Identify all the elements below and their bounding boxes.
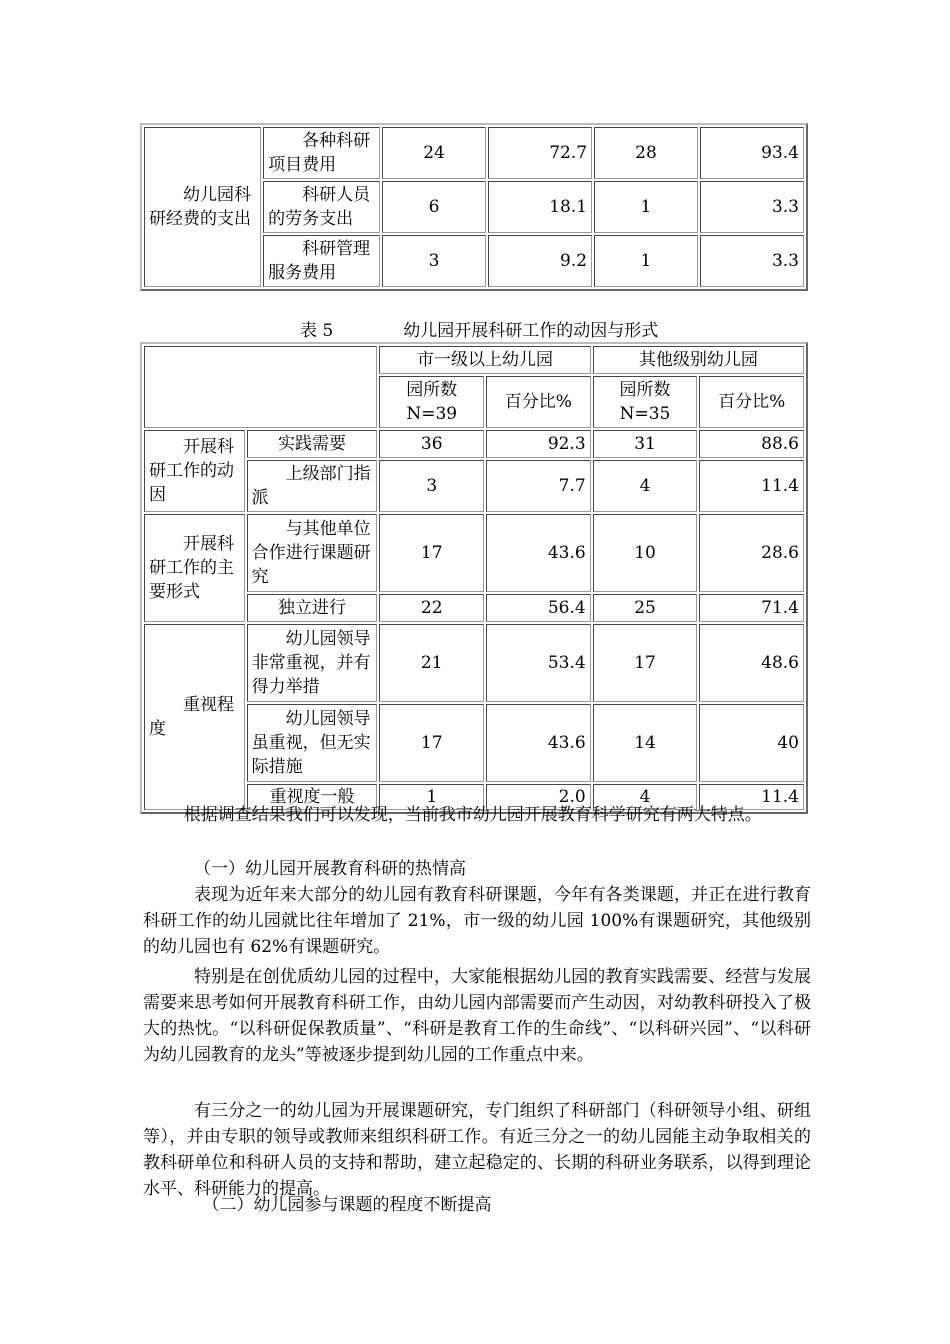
table-header-row bbox=[144, 346, 804, 374]
cell-value: 1 bbox=[594, 235, 698, 287]
cell-value: 21 bbox=[379, 624, 484, 702]
row-item-label: 实践需要 bbox=[247, 430, 378, 458]
cell-value: 1 bbox=[379, 784, 484, 810]
cell-value: 11.4 bbox=[699, 460, 804, 512]
row-item-label: 上级部门指派 bbox=[247, 460, 378, 512]
body-paragraph: 特别是在创优质幼儿园的过程中，大家能根据幼儿园的教育实践需要、经营与发展需要来思考如何开展教育科研工作，由幼儿园内部需要而产生动因，对幼教科研投入了极大的热忱。“以科研促保教质量”、“科研是教育工作的生命线”、“以科研兴园”、“以科研为幼儿园教育的龙头”等被逐步提到幼儿园的工作重点中来。 bbox=[143, 967, 811, 1065]
row-item-label: 与其他单位合作进行课题研究 bbox=[247, 514, 378, 592]
table-5-caption bbox=[300, 316, 658, 341]
cell-value: 3 bbox=[379, 460, 484, 512]
cell-value: 22 bbox=[379, 594, 484, 622]
cell-value: 3 bbox=[382, 235, 486, 287]
cell-value: 6 bbox=[382, 181, 486, 233]
table-5 bbox=[140, 342, 808, 814]
cell-value: 14 bbox=[593, 704, 698, 782]
cell-value: 9.2 bbox=[488, 235, 592, 287]
cell-value: 88.6 bbox=[699, 430, 804, 458]
cell-value: 25 bbox=[593, 594, 698, 622]
cell-value: 28 bbox=[594, 127, 698, 179]
section-heading: （一）幼儿园开展教育科研的热情高 bbox=[194, 859, 466, 879]
cell-value: 40 bbox=[699, 704, 804, 782]
cell-value: 92.3 bbox=[486, 430, 591, 458]
cell-value: 11.4 bbox=[699, 784, 804, 810]
row-item-label: 重视度一般 bbox=[247, 784, 378, 810]
row-item-label: 独立进行 bbox=[247, 594, 378, 622]
header-group-a: 市一级以上幼儿园 bbox=[379, 346, 590, 374]
table-row bbox=[144, 624, 804, 702]
table-row bbox=[144, 514, 804, 592]
body-paragraph: 根据调查结果我们可以发现，当前我市幼儿园开展教育科学研究有两大特点。 bbox=[183, 805, 762, 825]
row-item-label: 幼儿园领导非常重视，并有得力举措 bbox=[247, 624, 378, 702]
cell-value: 36 bbox=[379, 430, 484, 458]
row-group-label: 开展科研工作的主要形式 bbox=[144, 514, 245, 622]
cell-value: 17 bbox=[379, 514, 484, 592]
cell-value: 3.3 bbox=[700, 181, 804, 233]
header-a-percent: 百分比% bbox=[486, 376, 591, 428]
header-blank-cell bbox=[144, 346, 377, 428]
caption-number: 表 5 bbox=[300, 321, 334, 341]
cell-value: 17 bbox=[593, 624, 698, 702]
body-paragraph: 有三分之一的幼儿园为开展课题研究，专门组织了科研部门（科研领导小组、研组等），并由专职的领导或教师来组织科研工作。有近三分之一的幼儿园能主动争取相关的教科研单位和科研人员的支持和帮助，建立起稳定的、长期的科研业务联系，以得到理论水平、科研能力的提高。 bbox=[143, 1101, 811, 1199]
table-row bbox=[144, 430, 804, 458]
cell-value: 17 bbox=[379, 704, 484, 782]
cell-value: 43.6 bbox=[486, 704, 591, 782]
cell-value: 31 bbox=[593, 430, 698, 458]
cell-value: 53.4 bbox=[486, 624, 591, 702]
cell-value: 71.4 bbox=[699, 594, 804, 622]
cell-value: 2.0 bbox=[486, 784, 591, 810]
cell-value: 24 bbox=[382, 127, 486, 179]
cell-value: 4 bbox=[593, 784, 698, 810]
section-heading: （二）幼儿园参与课题的程度不断提高 bbox=[202, 1195, 492, 1215]
header-b-count: 园所数N=35 bbox=[593, 376, 698, 428]
cell-value: 72.7 bbox=[488, 127, 592, 179]
cell-value: 7.7 bbox=[486, 460, 591, 512]
header-b-percent: 百分比% bbox=[699, 376, 804, 428]
cell-value: 48.6 bbox=[699, 624, 804, 702]
caption-title: 幼儿园开展科研工作的动因与形式 bbox=[403, 321, 659, 341]
row-group-label: 开展科研工作的动因 bbox=[144, 430, 245, 512]
row-item-label: 各种科研项目费用 bbox=[263, 127, 380, 179]
cell-value: 28.6 bbox=[699, 514, 804, 592]
cell-value: 43.6 bbox=[486, 514, 591, 592]
table-row bbox=[144, 127, 804, 179]
row-group-label: 重视程度 bbox=[144, 624, 245, 810]
cell-value: 10 bbox=[593, 514, 698, 592]
row-item-label: 科研管理服务费用 bbox=[263, 235, 380, 287]
row-item-label: 科研人员的劳务支出 bbox=[263, 181, 380, 233]
cell-value: 1 bbox=[594, 181, 698, 233]
body-paragraph: 表现为近年来大部分的幼儿园有教育科研课题，今年有各类课题，并正在进行教育科研工作的幼儿园就比往年增加了 21%，市一级的幼儿园 100%有课题研究，其他级别的幼儿园也有 62%有课题研究。 bbox=[143, 885, 811, 957]
table-4-continuation bbox=[140, 123, 808, 291]
row-item-label: 幼儿园领导虽重视，但无实际措施 bbox=[247, 704, 378, 782]
cell-value: 4 bbox=[593, 460, 698, 512]
row-group-label: 幼儿园科研经费的支出 bbox=[144, 127, 261, 287]
cell-value: 18.1 bbox=[488, 181, 592, 233]
header-a-count: 园所数N=39 bbox=[379, 376, 484, 428]
header-group-b: 其他级别幼儿园 bbox=[593, 346, 804, 374]
cell-value: 3.3 bbox=[700, 235, 804, 287]
cell-value: 93.4 bbox=[700, 127, 804, 179]
cell-value: 56.4 bbox=[486, 594, 591, 622]
